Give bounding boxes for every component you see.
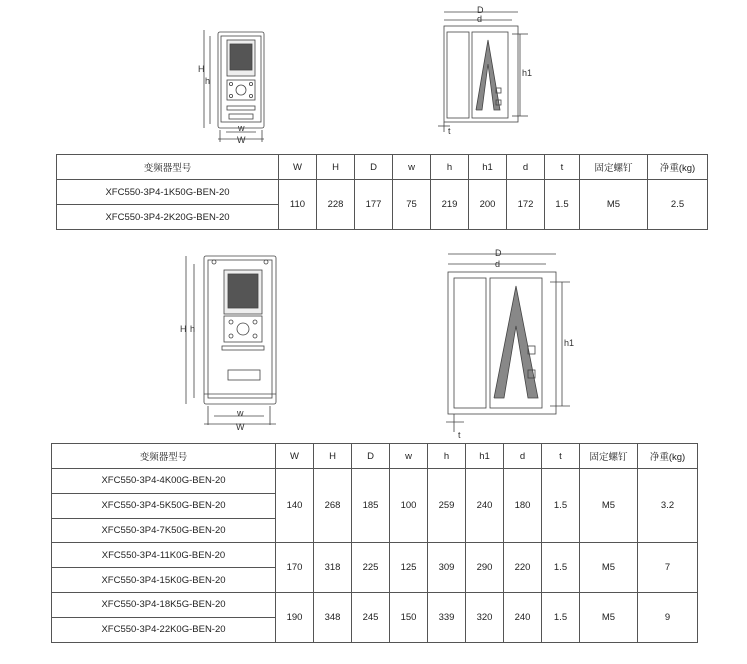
value-t: 1.5: [542, 469, 580, 543]
model-cell: XFC550-3P4-2K20G-BEN-20: [57, 205, 279, 230]
front-view-1-label-W: W: [237, 135, 246, 144]
header-model: 变频器型号: [57, 155, 279, 180]
spec-table-2-header-row: [52, 444, 698, 469]
value-screw: M5: [580, 543, 638, 593]
value-H: 348: [314, 592, 352, 642]
value-h: 309: [428, 543, 466, 593]
model-cell: XFC550-3P4-15K0G-BEN-20: [52, 568, 276, 593]
side-view-drawing-1: [436, 4, 540, 138]
value-t: 1.5: [545, 180, 580, 230]
model-cell: XFC550-3P4-11K0G-BEN-20: [52, 543, 276, 568]
table-row: [52, 592, 698, 617]
value-screw: M5: [580, 180, 648, 230]
value-w: 150: [390, 592, 428, 642]
model-cell: XFC550-3P4-22K0G-BEN-20: [52, 617, 276, 642]
value-screw: M5: [580, 592, 638, 642]
side-view-2-label-D: D: [495, 248, 502, 258]
header-H: H: [317, 155, 355, 180]
front-view-drawing-1: [196, 14, 276, 144]
value-h1: 240: [466, 469, 504, 543]
value-W: 170: [276, 543, 314, 593]
front-view-2-label-H: H: [180, 324, 187, 334]
value-d: 180: [504, 469, 542, 543]
side-view-1-label-d: d: [477, 14, 483, 24]
value-D: 185: [352, 469, 390, 543]
side-view-drawing-2: [440, 246, 580, 441]
header-W: W: [276, 444, 314, 469]
value-h1: 200: [469, 180, 507, 230]
side-view-1-label-h1: h1: [522, 68, 533, 78]
value-d: 220: [504, 543, 542, 593]
value-weight: 9: [638, 592, 698, 642]
value-weight: 3.2: [638, 469, 698, 543]
header-H: H: [314, 444, 352, 469]
table-row: [57, 180, 708, 205]
value-W: 140: [276, 469, 314, 543]
front-view-2-label-w: w: [237, 408, 244, 418]
value-screw: M5: [580, 469, 638, 543]
header-w: w: [390, 444, 428, 469]
model-cell: XFC550-3P4-1K50G-BEN-20: [57, 180, 279, 205]
value-t: 1.5: [542, 592, 580, 642]
header-weight: 净重(kg): [648, 155, 708, 180]
side-view-2-label-d: d: [495, 259, 501, 269]
header-D: D: [352, 444, 390, 469]
value-H: 318: [314, 543, 352, 593]
value-h: 339: [428, 592, 466, 642]
value-h1: 290: [466, 543, 504, 593]
header-W: W: [279, 155, 317, 180]
header-d: d: [504, 444, 542, 469]
spec-table-2: [51, 443, 698, 643]
side-view-2-label-t: t: [458, 430, 461, 440]
side-view-1-label-D: D: [477, 5, 484, 15]
value-w: 100: [390, 469, 428, 543]
table-row: [52, 469, 698, 494]
front-view-drawing-2: [178, 250, 288, 435]
header-t: t: [542, 444, 580, 469]
front-view-2-label-W: W: [236, 422, 245, 432]
model-cell: XFC550-3P4-18K5G-BEN-20: [52, 592, 276, 617]
value-weight: 2.5: [648, 180, 708, 230]
header-t: t: [545, 155, 580, 180]
value-weight: 7: [638, 543, 698, 593]
model-cell: XFC550-3P4-5K50G-BEN-20: [52, 493, 276, 518]
header-model: 变频器型号: [52, 444, 276, 469]
value-D: 245: [352, 592, 390, 642]
value-h1: 320: [466, 592, 504, 642]
model-cell: XFC550-3P4-4K00G-BEN-20: [52, 469, 276, 494]
front-view-1-label-H: H: [198, 64, 205, 74]
header-w: w: [393, 155, 431, 180]
header-h: h: [428, 444, 466, 469]
header-screw: 固定螺钉: [580, 155, 648, 180]
value-d: 172: [507, 180, 545, 230]
model-cell: XFC550-3P4-7K50G-BEN-20: [52, 518, 276, 543]
table-row: [52, 543, 698, 568]
value-d: 240: [504, 592, 542, 642]
value-H: 228: [317, 180, 355, 230]
spec-table-1: [56, 154, 708, 230]
value-D: 177: [355, 180, 393, 230]
side-view-1-label-t: t: [448, 126, 451, 136]
value-h: 219: [431, 180, 469, 230]
side-view-2-label-h1: h1: [564, 338, 575, 348]
header-D: D: [355, 155, 393, 180]
value-D: 225: [352, 543, 390, 593]
header-screw: 固定螺钉: [580, 444, 638, 469]
value-H: 268: [314, 469, 352, 543]
value-W: 110: [279, 180, 317, 230]
header-weight: 净重(kg): [638, 444, 698, 469]
header-h: h: [431, 155, 469, 180]
front-view-1-label-w: w: [238, 123, 245, 133]
header-h1: h1: [469, 155, 507, 180]
value-t: 1.5: [542, 543, 580, 593]
value-W: 190: [276, 592, 314, 642]
value-h: 259: [428, 469, 466, 543]
header-h1: h1: [466, 444, 504, 469]
header-d: d: [507, 155, 545, 180]
value-w: 125: [390, 543, 428, 593]
front-view-2-label-h: h: [190, 324, 196, 334]
value-w: 75: [393, 180, 431, 230]
spec-table-1-header-row: [57, 155, 708, 180]
front-view-1-label-h: h: [205, 76, 211, 86]
